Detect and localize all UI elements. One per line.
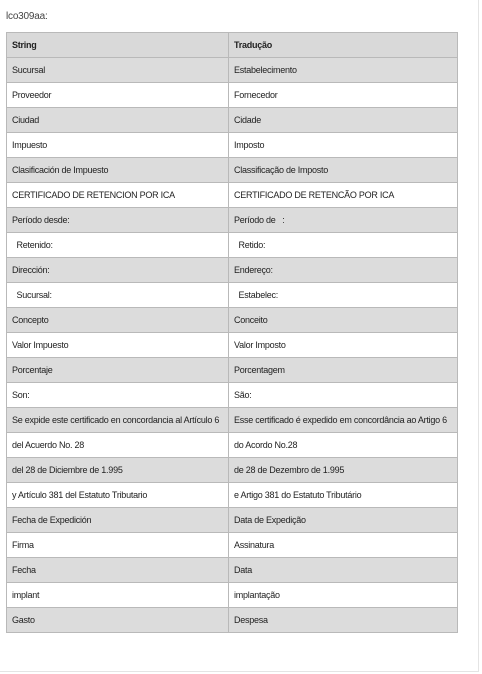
translation-cell: Valor Imposto [229, 333, 458, 358]
table-row [7, 183, 458, 208]
string-cell: del 28 de Diciembre de 1.995 [7, 458, 229, 483]
translation-cell: Esse certificado é expedido em concordância ao Artigo 6 [229, 408, 458, 433]
table-row [7, 483, 458, 508]
string-cell: Gasto [7, 608, 229, 633]
translation-cell: Estabelecimento [229, 58, 458, 83]
table-row [7, 83, 458, 108]
translation-cell: Imposto [229, 133, 458, 158]
table-row [7, 558, 458, 583]
string-cell: Dirección: [7, 258, 229, 283]
translation-cell: Assinatura [229, 533, 458, 558]
string-cell: Sucursal [7, 58, 229, 83]
translation-cell: Data [229, 558, 458, 583]
table-row [7, 508, 458, 533]
translation-cell: e Artigo 381 do Estatuto Tributário [229, 483, 458, 508]
string-cell: Proveedor [7, 83, 229, 108]
translation-cell: São: [229, 383, 458, 408]
table-row [7, 283, 458, 308]
string-cell: del Acuerdo No. 28 [7, 433, 229, 458]
table-row [7, 208, 458, 233]
table-row [7, 158, 458, 183]
table-row [7, 383, 458, 408]
string-cell: Porcentaje [7, 358, 229, 383]
table-row [7, 433, 458, 458]
string-cell: Fecha [7, 558, 229, 583]
string-cell: Son: [7, 383, 229, 408]
column-header-translation: Tradução [229, 33, 458, 58]
table-row [7, 258, 458, 283]
table-row [7, 333, 458, 358]
string-cell: Ciudad [7, 108, 229, 133]
table-row [7, 358, 458, 383]
string-cell: CERTIFICADO DE RETENCION POR ICA [7, 183, 229, 208]
translation-cell: CERTIFICADO DE RETENCÃO POR ICA [229, 183, 458, 208]
table-row [7, 533, 458, 558]
string-cell: Fecha de Expedición [7, 508, 229, 533]
translation-cell: Despesa [229, 608, 458, 633]
translation-cell: implantação [229, 583, 458, 608]
translation-cell: Retido: [229, 233, 458, 258]
string-cell: Período desde: [7, 208, 229, 233]
string-cell: y Artículo 381 del Estatuto Tributario [7, 483, 229, 508]
table-row [7, 58, 458, 83]
translation-cell: Data de Expedição [229, 508, 458, 533]
table-row [7, 233, 458, 258]
string-cell: Impuesto [7, 133, 229, 158]
table-row [7, 108, 458, 133]
page-caption: lco309aa: [6, 11, 48, 22]
table-row [7, 583, 458, 608]
string-cell: Clasificación de Impuesto [7, 158, 229, 183]
table-row [7, 133, 458, 158]
translation-cell: Endereço: [229, 258, 458, 283]
table-row [7, 608, 458, 633]
table-row [7, 458, 458, 483]
table-header-row [7, 33, 458, 58]
translation-cell: Conceito [229, 308, 458, 333]
string-cell: Retenido: [7, 233, 229, 258]
string-cell: Sucursal: [7, 283, 229, 308]
translation-cell: do Acordo No.28 [229, 433, 458, 458]
translation-cell: Porcentagem [229, 358, 458, 383]
translation-cell: de 28 de Dezembro de 1.995 [229, 458, 458, 483]
translation-cell: Período de : [229, 208, 458, 233]
translation-cell: Estabelec: [229, 283, 458, 308]
string-cell: Firma [7, 533, 229, 558]
string-cell: implant [7, 583, 229, 608]
column-header-string: String [7, 33, 229, 58]
table-row [7, 408, 458, 433]
string-cell: Concepto [7, 308, 229, 333]
string-cell: Valor Impuesto [7, 333, 229, 358]
string-cell: Se expide este certificado en concordancia al Artículo 6 [7, 408, 229, 433]
translation-cell: Fornecedor [229, 83, 458, 108]
table-row [7, 308, 458, 333]
translation-cell: Cidade [229, 108, 458, 133]
translation-cell: Classificação de Imposto [229, 158, 458, 183]
translation-table [6, 32, 458, 633]
table-body [7, 58, 458, 633]
